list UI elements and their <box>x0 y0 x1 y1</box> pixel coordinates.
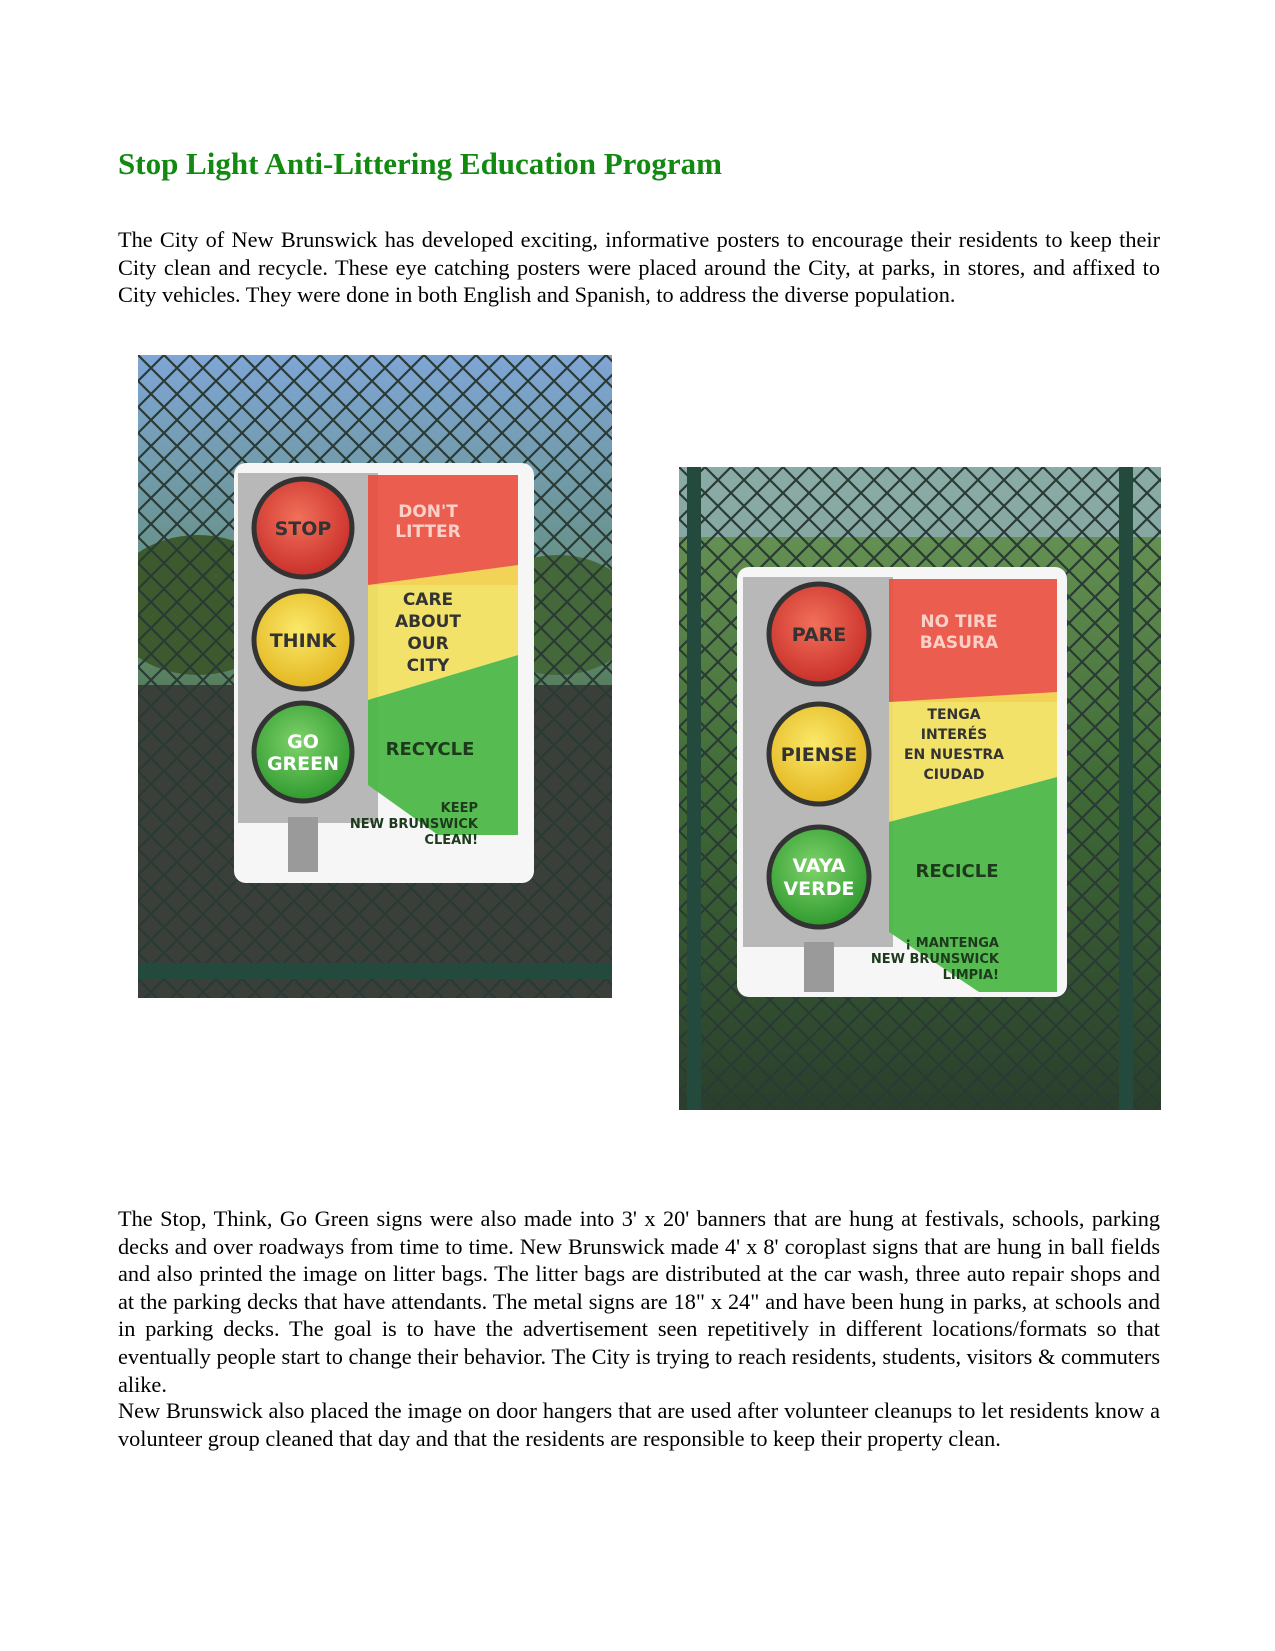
light-label-verde: VERDE <box>783 878 855 900</box>
sign-text-interes: INTERÉS <box>920 727 988 743</box>
intro-paragraph: The City of New Brunswick has developed exciting, informative posters to encourage their residents to keep their City clean and recycle. These eye catching posters were placed around the City, at parks, in stores, and affixed to City vehicles. They were done in both English and Spanish, to address the diverse population. <box>118 227 1160 308</box>
sign-text-recycle: RECYCLE <box>385 739 475 760</box>
light-label-stop: STOP <box>274 518 332 540</box>
page-title: Stop Light Anti-Littering Education Program <box>118 146 722 181</box>
sign-text-litter: LITTER <box>395 522 461 542</box>
sign-text-ciudad: CIUDAD <box>923 767 985 783</box>
sign-text-about: ABOUT <box>395 612 461 632</box>
light-label-think: THINK <box>269 630 337 652</box>
light-label-go: GO <box>287 731 319 753</box>
sign-footer-city-es: NEW BRUNSWICK <box>870 952 999 967</box>
sign-text-dont: DON'T <box>398 502 458 522</box>
sign-footer-limpia: LIMPIA! <box>942 968 999 983</box>
sign-footer-mantenga: ¡ MANTENGA <box>905 936 999 951</box>
sign-footer-keep: KEEP <box>440 801 478 816</box>
sign-text-tenga: TENGA <box>927 707 981 723</box>
light-label-vaya: VAYA <box>792 855 846 877</box>
photo-english-sign <box>138 355 612 998</box>
sign-footer-clean: CLEAN! <box>424 833 478 848</box>
sign-text-no-tire: NO TIRE <box>920 612 998 632</box>
body-paragraph: The Stop, Think, Go Green signs were also made into 3' x 20' banners that are hung at festivals, schools, parking decks and over roadways from time to time. New Brunswick made 4' x 8' coroplast signs that are hung in ball fields and also printed the image on litter bags. The litter bags are distributed at the car wash, three auto repair shops and at the parking decks that have attendants. The metal signs are 18" x 24" and have been hung in parks, at schools and in parking decks. The goal is to have the advertisement seen repetitively in different locations/formats so that eventually people start to change their behavior. The City is trying to reach residents, students, visitors & commuters alike. <box>118 1206 1160 1397</box>
sign-text-care: CARE <box>402 590 454 610</box>
sign-text-en-nuestra: EN NUESTRA <box>903 747 1005 763</box>
sign-text-our: OUR <box>407 634 449 654</box>
light-label-piense: PIENSE <box>780 744 858 766</box>
sign-text-city: CITY <box>406 656 450 676</box>
sign-footer-city: NEW BRUNSWICK <box>349 817 478 832</box>
light-label-green: GREEN <box>266 753 340 775</box>
sign-text-recicle: RECICLE <box>915 861 999 882</box>
sign-text-basura: BASURA <box>919 633 999 653</box>
closing-paragraph: New Brunswick also placed the image on door hangers that are used after volunteer cleanups to let residents know a volunteer group cleaned that day and that the residents are responsible to keep their property clean. <box>118 1398 1160 1451</box>
light-label-pare: PARE <box>791 624 847 646</box>
photo-spanish-sign <box>679 467 1161 1110</box>
